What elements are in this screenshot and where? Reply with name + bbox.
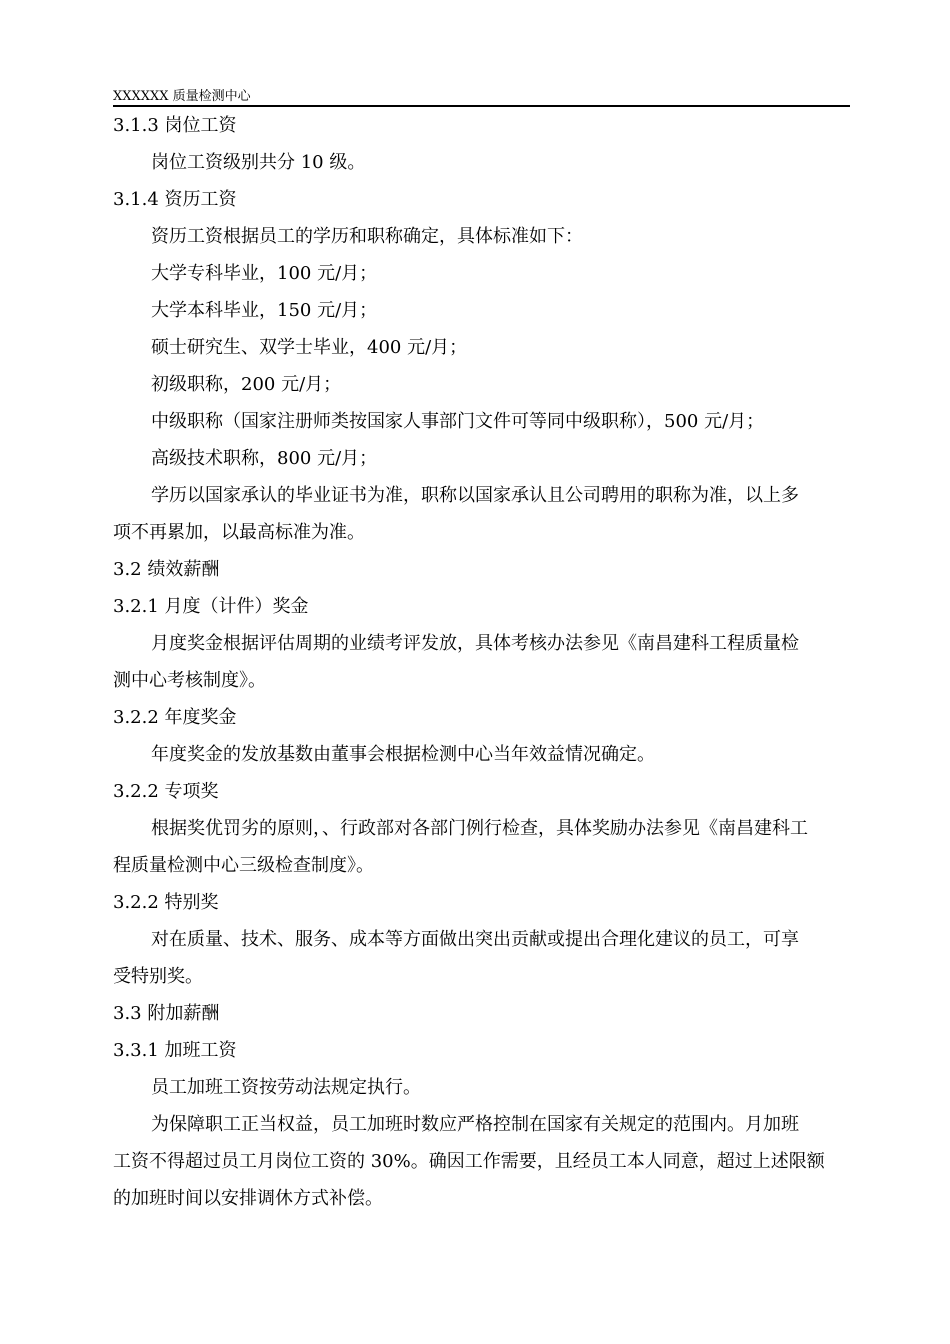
- text-line: 3.3 附加薪酬: [113, 1003, 220, 1024]
- text-line: 项不再累加，以最高标准为准。: [113, 522, 365, 543]
- text-line: 年度奖金的发放基数由董事会根据检测中心当年效益情况确定。: [151, 744, 655, 765]
- text-line: 学历以国家承认的毕业证书为准，职称以国家承认且公司聘用的职称为准，以上多: [151, 485, 799, 506]
- header-title: XXXXXX 质量检测中心: [113, 89, 251, 104]
- text-line: 岗位工资级别共分 10 级。: [151, 152, 366, 173]
- text-line: 中级职称（国家注册师类按国家人事部门文件可等同中级职称），500 元/月；: [151, 411, 765, 432]
- text-line: 员工加班工资按劳动法规定执行。: [151, 1077, 421, 1098]
- text-line: 3.2 绩效薪酬: [113, 559, 220, 580]
- text-line: 初级职称，200 元/月；: [151, 374, 342, 395]
- text-line: 受特别奖。: [113, 966, 203, 987]
- text-line: 3.3.1 加班工资: [113, 1040, 237, 1061]
- text-line: 3.2.2 年度奖金: [113, 707, 237, 728]
- text-line: 3.2.2 特别奖: [113, 892, 219, 913]
- text-line: 程质量检测中心三级检查制度》。: [113, 855, 374, 876]
- text-line: 对在质量、技术、服务、成本等方面做出突出贡献或提出合理化建议的员工，可享: [151, 929, 799, 950]
- page-header: [113, 86, 850, 107]
- text-line: 3.1.4 资历工资: [113, 189, 237, 210]
- text-line: 工资不得超过员工月岗位工资的 30%。确因工作需要，且经员工本人同意，超过上述限额: [113, 1151, 825, 1172]
- text-line: 的加班时间以安排调休方式补偿。: [113, 1188, 383, 1209]
- document-body: [113, 107, 850, 1217]
- text-line: 3.2.1 月度（计件）奖金: [113, 596, 309, 617]
- text-line: 硕士研究生、双学士毕业，400 元/月；: [151, 337, 468, 358]
- text-line: 大学本科毕业，150 元/月；: [151, 300, 378, 321]
- text-line: 大学专科毕业，100 元/月；: [151, 263, 378, 284]
- text-line: 高级技术职称，800 元/月；: [151, 448, 378, 469]
- text-line: 3.2.2 专项奖: [113, 781, 219, 802]
- text-line: 测中心考核制度》。: [113, 670, 266, 691]
- text-line: 为保障职工正当权益，员工加班时数应严格控制在国家有关规定的范围内。月加班: [151, 1114, 799, 1135]
- text-line: 3.1.3 岗位工资: [113, 115, 237, 136]
- text-line: 月度奖金根据评估周期的业绩考评发放，具体考核办法参见《南昌建科工程质量检: [151, 633, 799, 654]
- text-line: 资历工资根据员工的学历和职称确定，具体标准如下：: [151, 226, 583, 247]
- text-line: 根据奖优罚劣的原则，、行政部对各部门例行检查，具体奖励办法参见《南昌建科工: [151, 818, 808, 839]
